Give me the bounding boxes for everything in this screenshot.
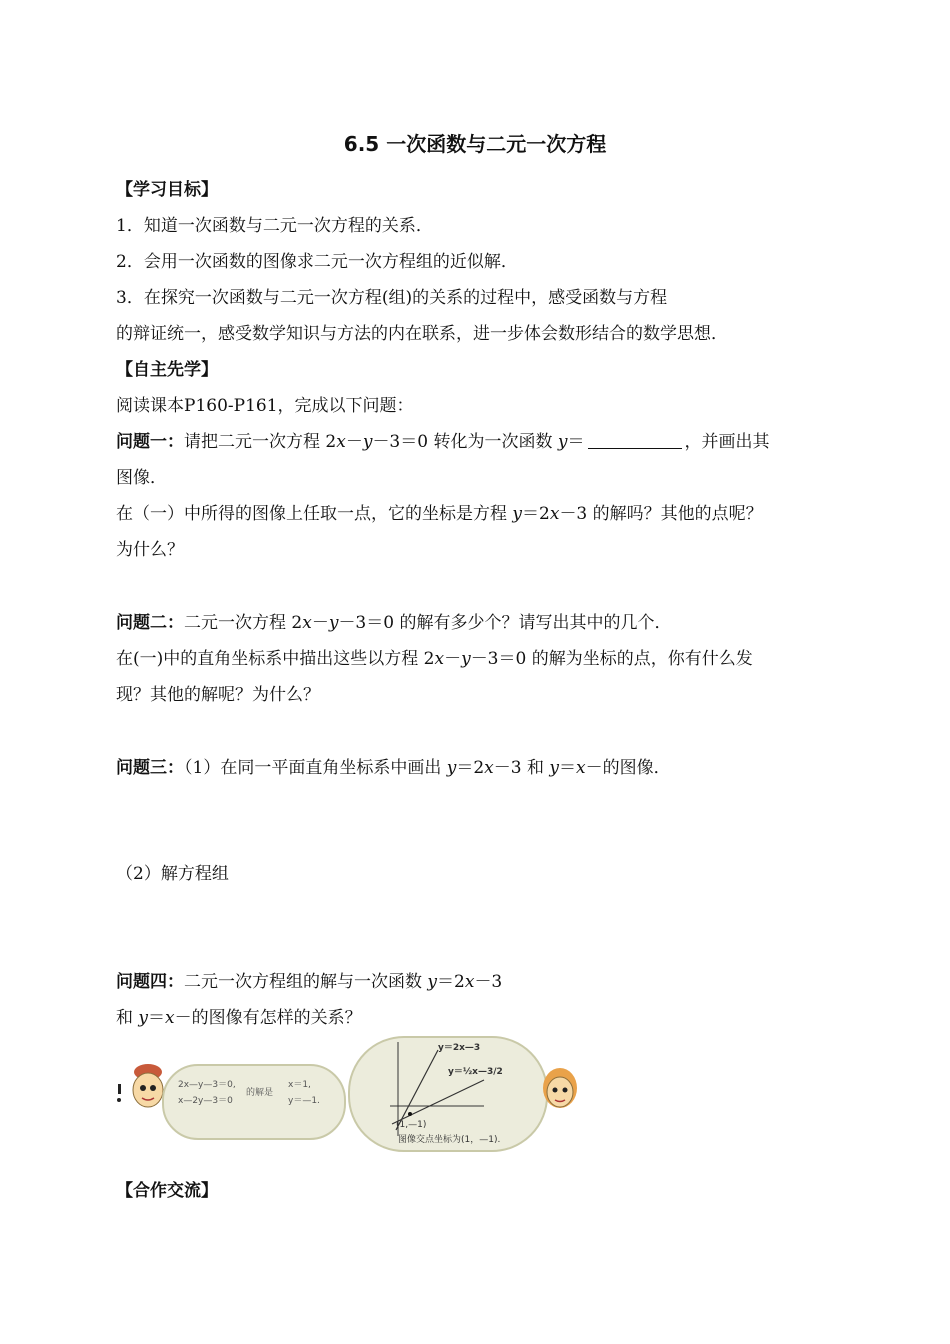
q1-text: －3＝0 转化为一次函数 (372, 432, 558, 452)
question-1-line-2: 图像． (116, 468, 167, 488)
q4-text: 二元一次方程组的解与一次函数 (184, 972, 428, 992)
q1-text: 在（一）中所得的图像上任取一点，它的坐标是方程 (116, 504, 513, 524)
q1-text: －3 的解吗？其他的点呢？ (559, 504, 763, 524)
system-mid-text: 的解是 (246, 1088, 274, 1098)
graph-caption: 图像交点坐标为(1，—1). (398, 1135, 501, 1145)
var-x: x (576, 758, 586, 778)
q2-text: － (311, 613, 329, 633)
goal-item-1: 1．知道一次函数与二元一次方程的关系． (116, 216, 433, 236)
q1-text: ，并画出其 (684, 432, 770, 452)
system-eq-1: 2x—y—3＝0, (178, 1080, 236, 1090)
question-3-part-2: （2）解方程组 (116, 864, 229, 884)
q4-text: ＝2 (437, 972, 465, 992)
system-sol-1: x＝1, (288, 1080, 311, 1090)
var-x: x (302, 613, 312, 633)
cartoon-girl-icon (538, 1058, 582, 1128)
var-x: x (165, 1008, 175, 1028)
q2-text: － (444, 649, 462, 669)
question-2-line-3: 现？其他的解呢？为什么？ (116, 685, 320, 705)
q3-text: －3 和 (493, 758, 550, 778)
var-x: x (434, 649, 445, 669)
question-1-line-4: 为什么？ (116, 540, 184, 560)
q1-text: － (345, 432, 363, 452)
question-1-label: 问题一： (116, 432, 184, 452)
q3-text: ＝2 (456, 758, 485, 778)
self-study-intro: 阅读课本P160-P161，完成以下问题： (116, 396, 414, 416)
var-y: y (328, 613, 339, 633)
coop-heading: 【合作交流】 (116, 1181, 218, 1201)
graph-label-2: y＝½x—3/2 (448, 1067, 503, 1077)
var-y: y (461, 649, 471, 669)
system-eq-2: x—2y—3＝0 (178, 1096, 233, 1106)
question-4-line-2 (116, 1006, 362, 1030)
q3-text: （1）在同一平面直角坐标系中画出 (184, 758, 447, 778)
question-2-label: 问题二： (116, 613, 184, 633)
line-y-2x-3 (396, 1050, 438, 1130)
graph-label-1: y＝2x—3 (438, 1043, 481, 1053)
self-study-heading: 【自主先学】 (116, 360, 218, 380)
var-y: y (557, 432, 568, 452)
question-3-line-1 (116, 756, 671, 780)
q1-text: 请把二元一次方程 2 (184, 432, 337, 452)
goal-item-2: 2．会用一次函数的图像求二元一次方程组的近似解． (116, 252, 518, 272)
goals-heading: 【学习目标】 (116, 180, 218, 200)
q2-text: 在(一)中的直角坐标系中描出这些以方程 2 (116, 649, 435, 669)
q3-text: －的图像． (585, 758, 671, 778)
q2-text: 二元一次方程 2 (184, 613, 303, 633)
q1-text: ＝2 (522, 504, 550, 524)
var-x: x (549, 504, 560, 524)
question-2-line-1 (116, 611, 671, 635)
q4-text: －3 (474, 972, 503, 992)
goal-item-3: 3．在探究一次函数与二元一次方程(组)的关系的过程中，感受函数与方程 (116, 288, 668, 308)
answer-blank[interactable] (588, 431, 682, 449)
var-x: x (336, 432, 346, 452)
question-3-label: 问题三： (116, 758, 184, 778)
textbook-illustration (112, 1034, 582, 1154)
var-y: y (138, 1008, 149, 1028)
question-1-line-1 (116, 430, 770, 454)
q2-text: －3＝0 的解为坐标的点，你有什么发 (470, 649, 753, 669)
var-y: y (549, 758, 559, 778)
line-y-half-x (392, 1080, 484, 1124)
page-title: 6.5 一次函数与二元一次方程 (343, 132, 607, 156)
var-x: x (484, 758, 494, 778)
var-x: x (464, 972, 475, 992)
question-1-line-3 (116, 502, 763, 526)
system-sol-2: y＝—1. (288, 1096, 320, 1106)
point-label: (1,—1) (396, 1120, 427, 1130)
q2-text: －3＝0 的解有多少个？请写出其中的几个． (338, 613, 672, 633)
intersection-point (408, 1112, 412, 1116)
question-2-line-2 (116, 647, 753, 671)
var-y: y (446, 758, 457, 778)
var-y: y (362, 432, 373, 452)
question-4-label: 问题四： (116, 972, 184, 992)
question-4-line-1 (116, 970, 502, 994)
var-y: y (512, 504, 523, 524)
goal-item-3-cont: 的辩证统一，感受数学知识与方法的内在联系，进一步体会数形结合的数学思想． (116, 324, 728, 344)
cartoon-boy-icon (112, 1058, 166, 1138)
var-y: y (427, 972, 438, 992)
q3-text: ＝ (559, 758, 576, 778)
q4-text: －的图像有怎样的关系？ (174, 1008, 362, 1028)
q4-text: 和 (116, 1008, 139, 1028)
q1-text: ＝ (567, 432, 585, 452)
q4-text: ＝ (148, 1008, 166, 1028)
